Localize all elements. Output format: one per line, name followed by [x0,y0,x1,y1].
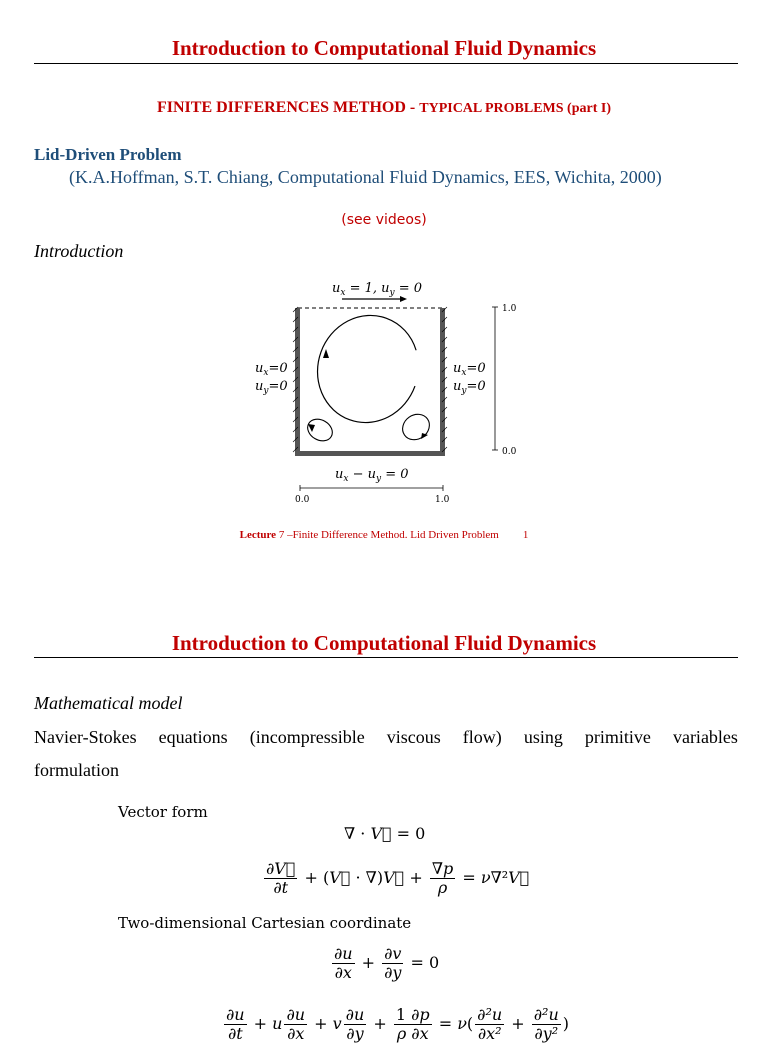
momentum-vector-equation: $\frac{\partial V⃗}{\partial t}$ + (V⃗ · ∇)V⃗ + $\frac{\nabla p}{\rho}$ = ν∇²V⃗ [266,859,530,897]
slide-subtitle [0,99,768,117]
x-axis-end: 1.0 [435,495,450,505]
paragraph-line-2: formulation [34,760,119,780]
section-heading: Lid-Driven Problem [34,145,182,164]
footer-text: 7 –Finite Difference Method. Lid Driven Problem [276,529,499,541]
left-wall [295,308,300,454]
x-axis-start: 0.0 [295,495,310,505]
bottom-bc-label: $u_x - u_y = 0$ [335,467,409,484]
left-bc-label-2: $u_y=0$ [255,379,288,396]
bottom-wall [295,451,445,456]
primary-vortex [303,301,434,437]
left-bc-label-1: $u_x=0$ [255,361,288,378]
top-bc-label: $u_x = 1$, $u_y = 0$ [332,281,423,298]
paragraph-line-1: Navier-Stokes equations (incompressible viscous flow) using primitive variables [34,727,738,747]
vector-form-label: Vector form [118,803,208,821]
see-videos-link[interactable]: (see videos) [341,212,427,228]
intro-heading: Introduction [34,241,124,261]
reference-citation: (K.A.Hoffman, S.T. Chiang, Computational Fluid Dynamics, EES, Wichita, 2000) [69,167,662,187]
footer-lecture-label: Lecture [239,529,277,541]
y-axis-start: 0.0 [502,447,517,457]
left-corner-eddy [304,415,337,445]
right-bc-label-1: $u_x=0$ [453,361,486,378]
slide-footer [0,529,768,541]
right-corner-eddy [398,409,435,445]
lid-driven-cavity-figure [240,272,540,507]
page-title: Introduction to Computational Fluid Dynamics [171,36,597,60]
continuity-vector-equation: ∇ · V⃗ = 0 [344,824,426,843]
subtitle-small: TYPICAL PROBLEMS (part I) [419,101,611,116]
y-axis-end: 1.0 [502,304,517,314]
subtitle-main: FINITE DIFFERENCES METHOD - [157,99,420,116]
two-d-cartesian-label: Two-dimensional Cartesian coordinate [118,914,412,932]
page-title-2: Introduction to Computational Fluid Dynamics [171,631,597,655]
x-momentum-equation-partial: $\frac{\partial u}{\partial t}$ + u $\frac{\partial u}{\partial x}$ + v $\frac{\partial u}{\partial y}$ + $\frac{1 \partial p}{\rho \partial x}$ = ν( $\frac{\text{∂²u}}{\text{∂x²}}$ + $\frac{\text{∂²u}}{\text{∂y²}}$ ) [226,1005,569,1043]
title-divider-2 [34,657,738,658]
intro-paragraph [34,721,738,787]
right-bc-label-2: $u_y=0$ [453,379,486,396]
footer-page-number: 1 [522,529,529,541]
math-model-heading: Mathematical model [34,693,183,713]
continuity-2d-equation: $\frac{\partial u}{\partial x}$ + $\frac{\partial v}{\partial y}$ = 0 [334,944,440,982]
title-divider [34,63,738,64]
